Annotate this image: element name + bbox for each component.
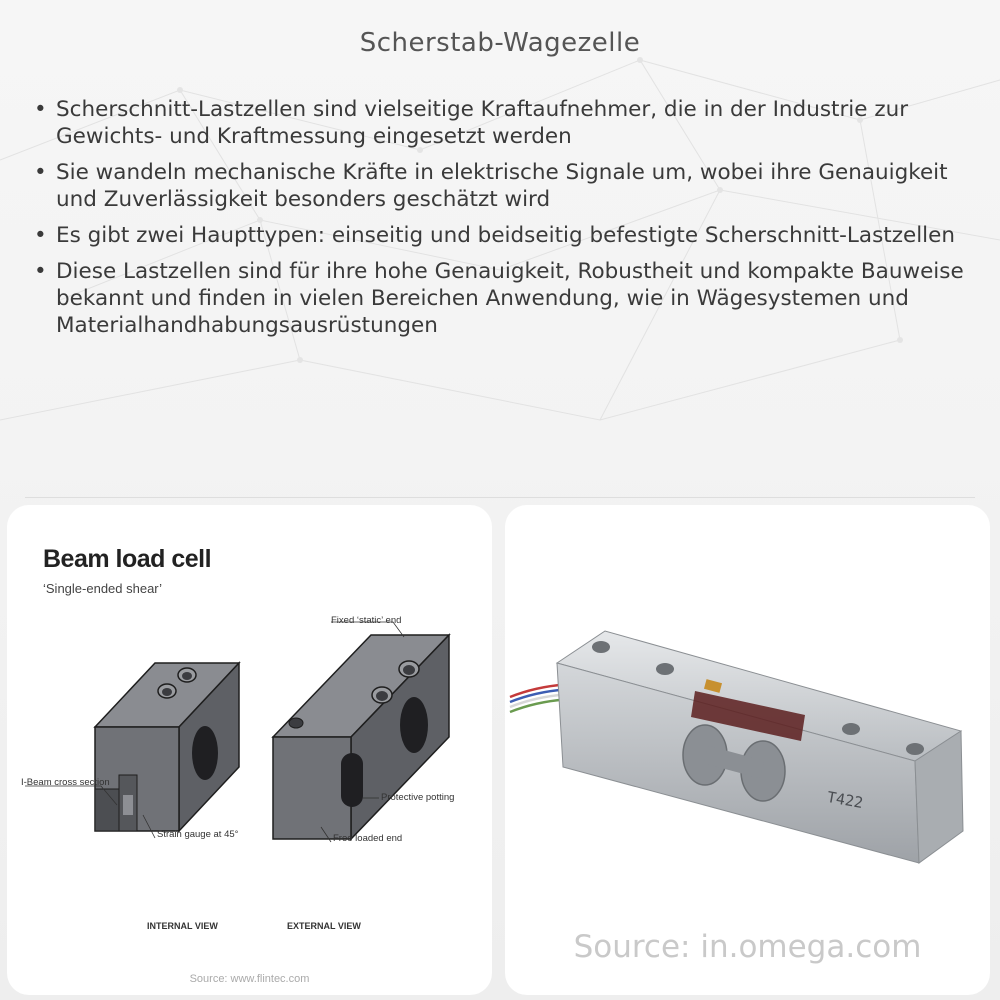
left-source: Source: www.flintec.com bbox=[189, 973, 310, 985]
beam-load-cell-diagram bbox=[7, 505, 492, 995]
internal-view-label: INTERNAL VIEW bbox=[147, 921, 218, 931]
page-title: Scherstab-Wagezelle bbox=[359, 28, 641, 58]
diagram-subtitle: ‘Single-ended shear’ bbox=[43, 581, 163, 596]
label-fixed-end: Fixed ‘static’ end bbox=[331, 615, 402, 626]
right-source: Source: in.omega.com bbox=[573, 929, 922, 965]
bullet-item bbox=[32, 96, 972, 150]
label-i-beam: I-Beam cross section bbox=[21, 777, 110, 788]
diagram-card bbox=[7, 505, 492, 995]
bullet-text: Diese Lastzellen sind für ihre hohe Genauigkeit, Robustheit und kompakte Bauweise bekannt und finden in vielen Bereichen Anwendung, wie in Wägesystemen und Materialhandhabungsausrüstungen bbox=[56, 259, 964, 338]
external-view-label: EXTERNAL VIEW bbox=[287, 921, 361, 931]
photo-card bbox=[505, 505, 990, 995]
bullet-text: Sie wandeln mechanische Kräfte in elektrische Signale um, wobei ihre Genauigkeit und Zuverlässigkeit besonders geschätzt wird bbox=[56, 160, 948, 212]
bullet-list bbox=[32, 96, 972, 348]
bullet-marker: • bbox=[34, 259, 47, 284]
diagram-title: Beam load cell bbox=[43, 545, 212, 573]
bullet-text: Es gibt zwei Haupttypen: einseitig und beidseitig befestigte Scherschnitt-Lastzellen bbox=[56, 223, 956, 248]
section-divider bbox=[25, 497, 975, 498]
bullet-marker: • bbox=[34, 160, 47, 185]
label-potting: Protective potting bbox=[381, 792, 455, 803]
load-cell-photo bbox=[505, 505, 990, 995]
bullet-text: Scherschnitt-Lastzellen sind vielseitige Kraftaufnehmer, die in der Industrie zur Gewichts- und Kraftmessung eingesetzt werden bbox=[56, 97, 909, 149]
internal-view-block bbox=[95, 663, 239, 831]
label-free-end: Free loaded end bbox=[333, 833, 403, 844]
bullet-marker: • bbox=[34, 97, 47, 122]
label-strain-gauge: Strain gauge at 45° bbox=[157, 829, 239, 840]
bullet-item bbox=[32, 159, 972, 213]
engraving-text: T422 bbox=[825, 788, 865, 812]
external-view-block bbox=[273, 635, 449, 839]
bullet-marker: • bbox=[34, 223, 47, 248]
bullet-item bbox=[32, 222, 972, 249]
bullet-item bbox=[32, 258, 972, 339]
